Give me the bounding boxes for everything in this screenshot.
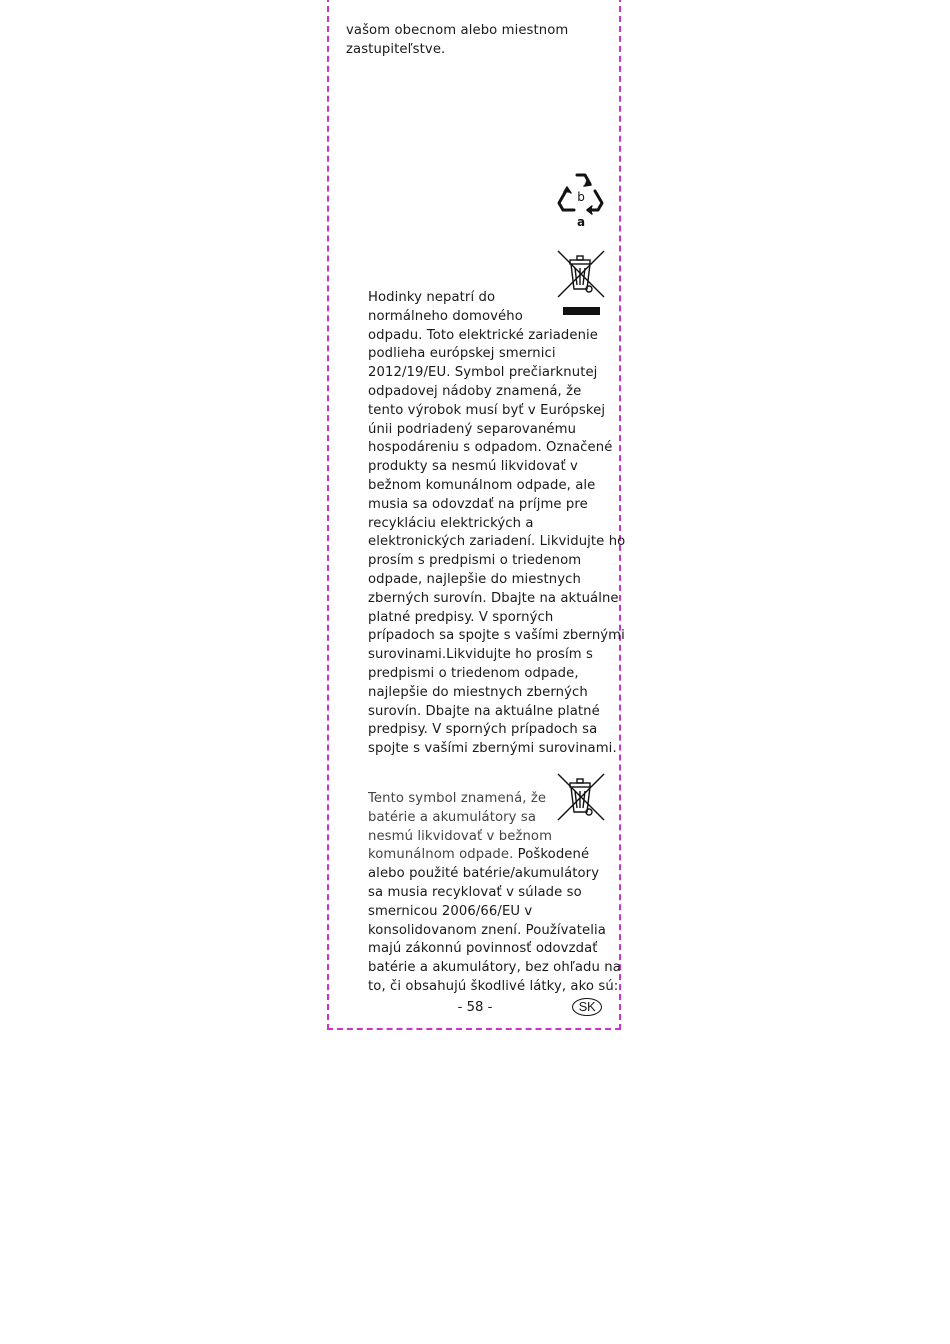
- text-line-part: komunálnom odpade.: [368, 847, 514, 863]
- text-line: nesmú likvidovať v bežnom: [368, 828, 553, 844]
- text-line: 2012/19/EU. Symbol prečiarknutej: [368, 365, 598, 381]
- top-paragraph: [346, 22, 568, 60]
- recycling-symbol-icon: [554, 169, 608, 229]
- page-number: - 58 -: [457, 1000, 493, 1015]
- recycle-upper-label: b: [577, 190, 585, 204]
- text-line: recykláciu elektrických a: [368, 515, 534, 531]
- text-line: prípadoch sa spojte s vašími zbernými: [368, 628, 625, 644]
- text-line: zberných surovín. Dbajte na aktuálne: [368, 590, 619, 606]
- text-line: majú zákonnú povinnosť odovzdať: [368, 941, 598, 957]
- text-line-part: Poškodené: [513, 847, 590, 863]
- text-line: platné predpisy. V sporných: [368, 609, 554, 625]
- text-line: hospodáreniu s odpadom. Označené: [368, 440, 613, 456]
- text-line: smernicou 2006/66/EU v: [368, 903, 533, 919]
- text-line: vašom obecnom alebo miestnom: [346, 23, 569, 38]
- text-line: surovinami.Likvidujte ho prosím s: [368, 647, 593, 663]
- text-line: odpade, najlepšie do miestnych: [368, 571, 581, 587]
- text-line: sa musia recyklovať v súlade so: [368, 884, 582, 900]
- text-line: produkty sa nesmú likvidovať v: [368, 459, 578, 475]
- weee-paragraph: [368, 289, 625, 759]
- text-line: odpadu. Toto elektrické zariadenie: [368, 327, 599, 343]
- text-line: podlieha európskej smernici: [368, 346, 556, 362]
- text-line: predpismi o triedenom odpade,: [368, 665, 579, 681]
- text-line: Hodinky nepatrí do: [368, 290, 496, 305]
- text-line: Tento symbol znamená, že: [368, 791, 547, 806]
- text-line: to, či obsahujú škodlivé látky, ako sú:: [368, 978, 619, 994]
- text-line: tento výrobok musí byť v Európskej: [368, 402, 606, 418]
- text-line: predpisy. V sporných prípadoch sa: [368, 722, 598, 738]
- recycle-lower-label: a: [576, 215, 586, 229]
- language-badge: SK: [572, 998, 602, 1016]
- text-line: normálneho domového: [368, 308, 523, 324]
- text-line: únii podriadený separovanému: [368, 421, 577, 437]
- text-line: elektronických zariadení. Likvidujte ho: [368, 534, 626, 550]
- text-line: batérie a akumulátory, bez ohľadu na: [368, 960, 621, 976]
- text-line: najlepšie do miestnych zberných: [368, 684, 588, 700]
- text-line: zastupiteľstve.: [346, 41, 446, 57]
- text-line: bežnom komunálnom odpade, ale: [368, 477, 596, 493]
- text-line: konsolidovanom znení. Používatelia: [368, 922, 606, 938]
- text-line: odpadovej nádoby znamená, že: [368, 383, 582, 399]
- text-line: prosím s predpismi o triedenom: [368, 553, 582, 569]
- text-line: alebo použité batérie/akumulátory: [368, 866, 600, 882]
- text-line: musia sa odovzdať na príjme pre: [368, 496, 588, 512]
- battery-paragraph: [368, 790, 621, 997]
- text-line: batérie a akumulátory sa: [368, 809, 537, 825]
- text-line: surovín. Dbajte na aktuálne platné: [368, 703, 600, 719]
- text-line: spojte s vašími zbernými surovinami.: [368, 741, 617, 757]
- text-line: [368, 846, 621, 865]
